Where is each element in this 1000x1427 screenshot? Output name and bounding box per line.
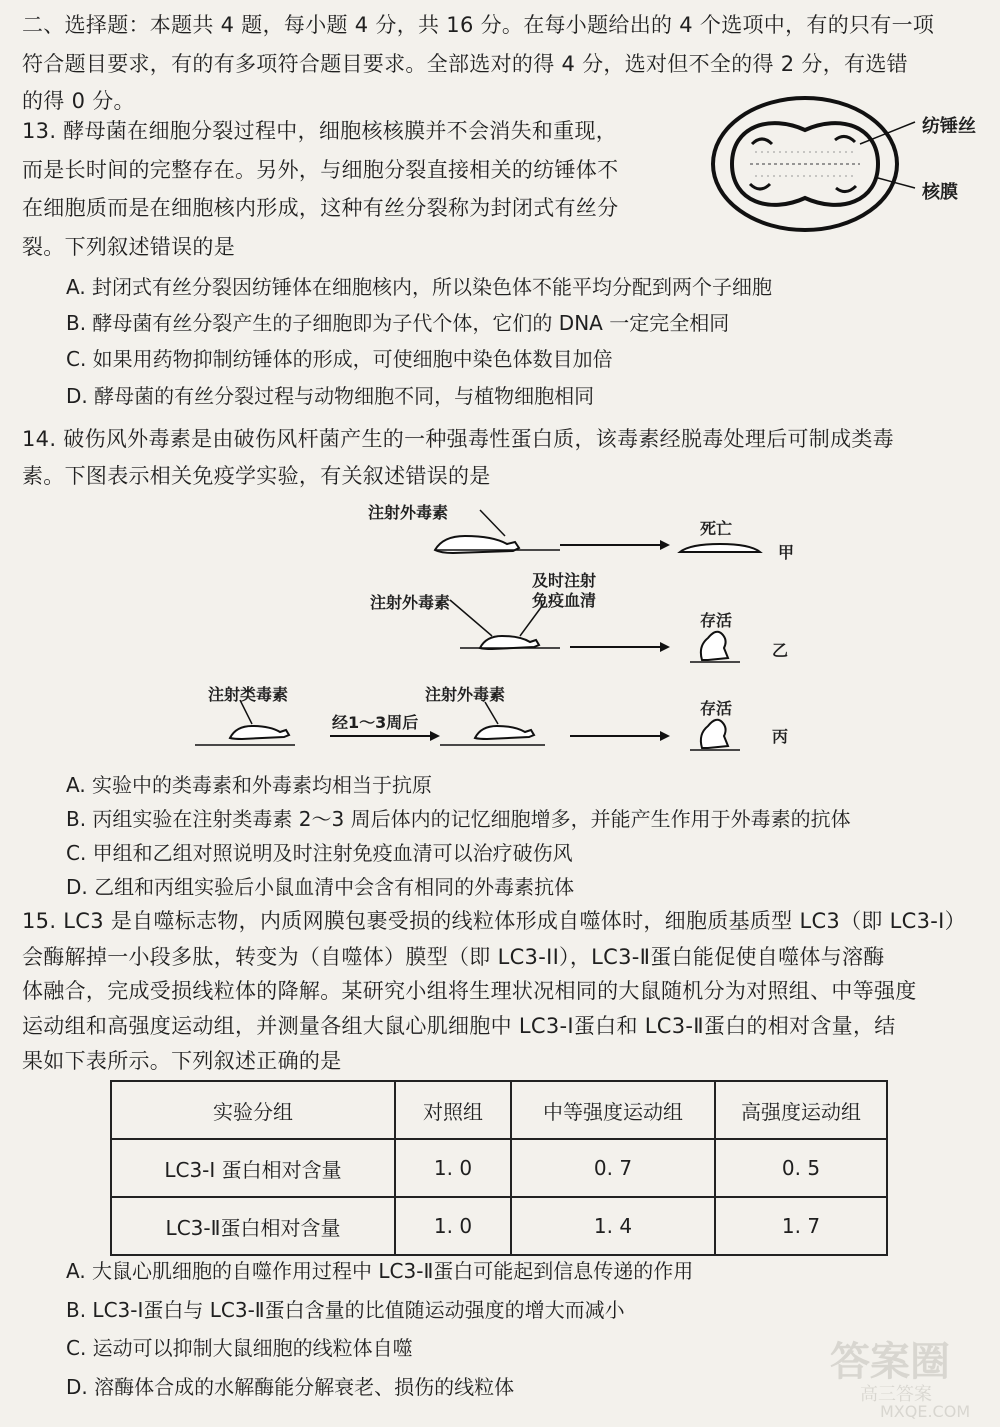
q13-stem-line-4: 裂。下列叙述错误的是	[22, 235, 235, 259]
table-cell: 0. 5	[715, 1139, 887, 1197]
row3-toxin-label: 注射外毒素	[425, 685, 506, 704]
table-cell: 0. 7	[511, 1139, 715, 1197]
q13-option-d: D. 酵母菌的有丝分裂过程与动物细胞不同，与植物细胞相同	[66, 384, 595, 408]
q15-stem-line-2: 会酶解掉一小段多肽，转变为（自噬体）膜型（即 LC3-II），LC3-Ⅱ蛋白能促使自噬体与溶酶	[22, 945, 885, 969]
q13-stem-line-2: 而是长时间的完整存在。另外，与细胞分裂直接相关的纺锤体不	[22, 158, 619, 182]
row2-group-label: 乙	[772, 641, 789, 660]
q14-option-c: C. 甲组和乙组对照说明及时注射免疫血清可以治疗破伤风	[66, 841, 573, 865]
row2-result-label: 存活	[700, 611, 733, 630]
row3-delay-label: 经1～3周后	[332, 713, 419, 732]
q14-stem-line-2: 素。下图表示相关免疫学实验，有关叙述错误的是	[22, 464, 491, 488]
q15-option-b: B. LC3-Ⅰ蛋白与 LC3-Ⅱ蛋白含量的比值随运动强度的增大而减小	[66, 1298, 625, 1322]
q15-option-a: A. 大鼠心肌细胞的自噬作用过程中 LC3-Ⅱ蛋白可能起到信息传递的作用	[66, 1259, 694, 1283]
q15-stem-line-3: 体融合，完成受损线粒体的降解。某研究小组将生理状况相同的大鼠随机分为对照组、中等强度	[22, 979, 917, 1003]
row1-group-label: 甲	[778, 543, 795, 562]
q15-stem-line-5: 果如下表所示。下列叙述正确的是	[22, 1049, 342, 1073]
q13-stem-line-1: 13. 酵母菌在细胞分裂过程中，细胞核核膜并不会消失和重现，	[22, 119, 618, 143]
table-header-cell: 高强度运动组	[715, 1081, 887, 1139]
membrane-label: 核膜	[922, 182, 958, 203]
watermark-subtext: 高三答案	[860, 1384, 932, 1405]
row3-group-label: 丙	[772, 727, 789, 746]
table-header-cell: 实验分组	[111, 1081, 395, 1139]
row3-toxoid-label: 注射类毒素	[208, 685, 289, 704]
q15-stem-line-4: 运动组和高强度运动组，并测量各组大鼠心肌细胞中 LC3-Ⅰ蛋白和 LC3-Ⅱ蛋白的相对含量，结	[22, 1014, 896, 1038]
table-header-row	[111, 1081, 887, 1139]
table-cell: LC3-Ⅰ 蛋白相对含量	[111, 1139, 395, 1197]
watermark-site: MXQE.COM	[880, 1402, 971, 1421]
q14-experiment-figure	[180, 490, 820, 765]
q15-option-d: D. 溶酶体合成的水解酶能分解衰老、损伤的线粒体	[66, 1375, 515, 1399]
q14-option-b: B. 丙组实验在注射类毒素 2～3 周后体内的记忆细胞增多，并能产生作用于外毒素的抗体	[66, 807, 851, 831]
spindle-label: 纺锤丝	[922, 116, 976, 137]
row1-result-label: 死亡	[700, 519, 733, 538]
table-cell: LC3-Ⅱ蛋白相对含量	[111, 1197, 395, 1255]
q15-results-table	[110, 1080, 888, 1256]
table-cell: 1. 0	[395, 1197, 511, 1255]
row3-result-label: 存活	[700, 699, 733, 718]
table-header-cell: 对照组	[395, 1081, 511, 1139]
q13-option-b: B. 酵母菌有丝分裂产生的子细胞即为子代个体，它们的 DNA 一定完全相同	[66, 311, 730, 335]
row1-inject-label: 注射外毒素	[368, 503, 449, 522]
q13-stem-line-3: 在细胞质而是在细胞核内形成，这种有丝分裂称为封闭式有丝分	[22, 196, 619, 220]
table-cell: 1. 0	[395, 1139, 511, 1197]
q15-option-c: C. 运动可以抑制大鼠细胞的线粒体自噬	[66, 1336, 413, 1360]
q13-option-c: C. 如果用药物抑制纺锤体的形成，可使细胞中染色体数目加倍	[66, 347, 613, 371]
table-row	[111, 1197, 887, 1255]
watermark-logo: 答案圈	[830, 1339, 950, 1385]
section-header-line-2: 符合题目要求，有的有多项符合题目要求。全部选对的得 4 分，选对但不全的得 2 分，有选错	[22, 52, 908, 76]
row2-serum-line1: 及时注射	[532, 571, 597, 590]
q14-option-d: D. 乙组和丙组实验后小鼠血清中会含有相同的外毒素抗体	[66, 875, 575, 899]
q13-cell-figure	[710, 92, 1000, 242]
row2-inject-label: 注射外毒素	[370, 593, 451, 612]
q14-option-a: A. 实验中的类毒素和外毒素均相当于抗原	[66, 773, 433, 797]
table-header-cell: 中等强度运动组	[511, 1081, 715, 1139]
q14-stem-line-1: 14. 破伤风外毒素是由破伤风杆菌产生的一种强毒性蛋白质，该毒素经脱毒处理后可制成类毒	[22, 427, 894, 451]
section-header-line-3: 的得 0 分。	[22, 89, 135, 113]
q15-stem-line-1: 15. LC3 是自噬标志物，内质网膜包裹受损的线粒体形成自噬体时，细胞质基质型 LC3（即 LC3-I）	[22, 909, 966, 933]
table-row	[111, 1139, 887, 1197]
table-cell: 1. 7	[715, 1197, 887, 1255]
row2-serum-line2: 免疫血清	[532, 591, 597, 610]
q13-option-a: A. 封闭式有丝分裂因纺锤体在细胞核内，所以染色体不能平均分配到两个子细胞	[66, 275, 773, 299]
section-header-line-1: 二、选择题：本题共 4 题，每小题 4 分，共 16 分。在每小题给出的 4 个选项中，有的只有一项	[22, 13, 935, 37]
table-cell: 1. 4	[511, 1197, 715, 1255]
